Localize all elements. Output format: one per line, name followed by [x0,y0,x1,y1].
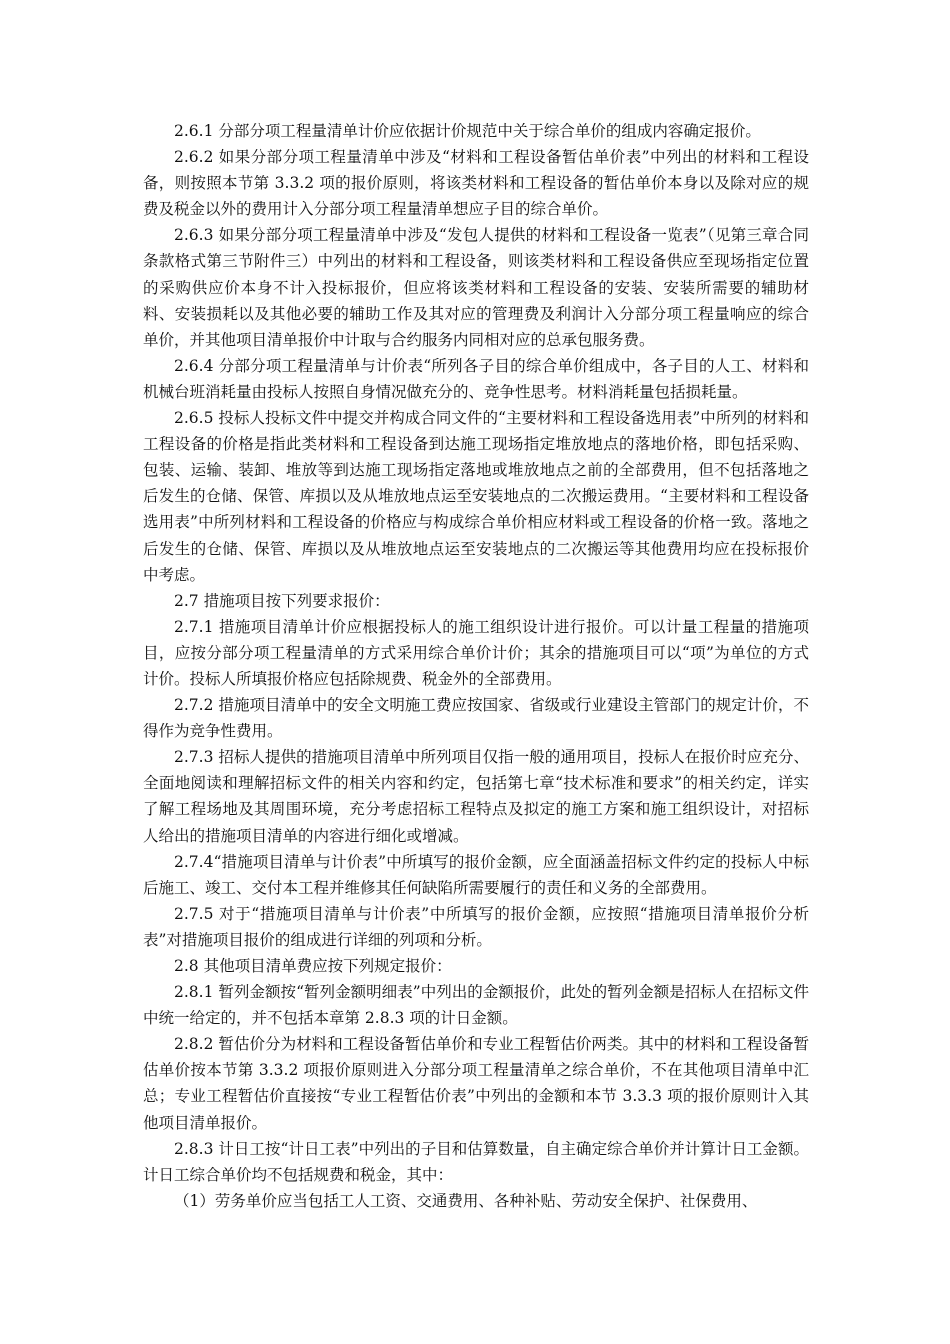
clause-2-7: 2.7 措施项目按下列要求报价： [174,591,390,610]
clause-2-7-3: 2.7.3 招标人提供的措施项目清单中所列项目仅指一般的通用项目，投标人在报价时应充分、全面地阅读和理解招标文件的相关内容和约定，包括第七章“技术标准和要求”的相关约定，详实了解工程场地及其周围环境，充分考虑招标工程特点及拟定的施工方案和施工组织设计，对招标人给出的措施项目清单的内容进行细化或增减。 [143,748,809,845]
clause-2-7-1: 2.7.1 措施项目清单计价应根据投标人的施工组织设计进行报价。可以计量工程量的措施项目，应按分部分项工程量清单的方式采用综合单价计价；其余的措施项目可以“项”为单位的方式计价。投标人所填报价格应包括除规费、税金外的全部费用。 [143,617,809,688]
clause-2-6-1: 2.6.1 分部分项工程量清单计价应依据计价规范中关于综合单价的组成内容确定报价。 [174,122,761,140]
clause-2-7-2: 2.7.2 措施项目清单中的安全文明施工费应按国家、省级或行业建设主管部门的规定计价，不得作为竞争性费用。 [143,696,809,741]
document-body [143,118,809,1214]
clause-2-6-2: 2.6.2 如果分部分项工程量清单中涉及“材料和工程设备暂估单价表”中列出的材料和工程设备，则按照本节第 3.3.2 项的报价原则，将该类材料和工程设备的暂估单价本身以及除对应的规费及税金以外的费用计入分部分项工程量清单想应子目的综合单价。 [143,148,809,219]
clause-2-8-2: 2.8.2 暂估价分为材料和工程设备暂估单价和专业工程暂估价两类。其中的材料和工程设备暂估单价按本节第 3.3.2 项报价原则进入分部分项工程量清单之综合单价，不在其他项目清单中汇总；专业工程暂估价直接按“专业工程暂估价表”中列出的金额和本节 3.3.3 项的报价原则计入其他项目清单报价。 [143,1035,809,1132]
clause-2-8: 2.8 其他项目清单费应按下列规定报价： [174,957,452,975]
clause-2-8-3-item-1: （1）劳务单价应当包括工人工资、交通费用、各种补贴、劳动安全保护、社保费用、 [174,1191,758,1210]
clause-2-8-3: 2.8.3 计日工按“计日工表”中列出的子目和估算数量，自主确定综合单价并计算计日工金额。计日工综合单价均不包括规费和税金，其中： [143,1139,809,1184]
clause-2-8-1: 2.8.1 暂列金额按“暂列金额明细表”中列出的金额报价，此处的暂列金额是招标人在招标文件中统一给定的，并不包括本章第 2.8.3 项的计日金额。 [143,983,809,1028]
clause-2-6-4: 2.6.4 分部分项工程量清单与计价表“所列各子目的综合单价组成中，各子目的人工、材料和机械台班消耗量由投标人按照自身情况做充分的、竞争性思考。材料消耗量包括损耗量。 [143,356,809,401]
clause-2-6-3: 2.6.3 如果分部分项工程量清单中涉及“发包人提供的材料和工程设备一览表”（见第三章合同条款格式第三节附件三）中列出的材料和工程设备，则该类材料和工程设备供应至现场指定位置的采购供应价本身不计入投标报价，但应将该类材料和工程设备的安装、安装所需要的辅助材料、安装损耗以及其他必要的辅助工作及其对应的管理费及利润计入分部分项工程量响应的综合单价，并其他项目清单报价中计取与合约服务内同相对应的总承包服务费。 [143,226,809,349]
clause-2-6-5: 2.6.5 投标人投标文件中提交并构成合同文件的“主要材料和工程设备选用表”中所列的材料和工程设备的价格是指此类材料和工程设备到达施工现场指定堆放地点的落地价格，即包括采购、包装、运输、装卸、堆放等到达施工现场指定落地或堆放地点之前的全部费用，但不包括落地之后发生的仓储、保管、库损以及从堆放地点运至安装地点的二次搬运费用。“主要材料和工程设备选用表”中所列材料和工程设备的价格应与构成综合单价相应材料或工程设备的价格一致。落地之后发生的仓储、保管、库损以及从堆放地点运至安装地点的二次搬运等其他费用均应在投标报价中考虑。 [143,409,809,584]
clause-2-7-4: 2.7.4“措施项目清单与计价表”中所填写的报价金额，应全面涵盖招标文件约定的投标人中标后施工、竣工、交付本工程并维修其任何缺陷所需要履行的责任和义务的全部费用。 [143,852,809,897]
clause-2-7-5: 2.7.5 对于“措施项目清单与计价表”中所填写的报价金额，应按照“措施项目清单报价分析表”对措施项目报价的组成进行详细的列项和分析。 [143,904,809,949]
